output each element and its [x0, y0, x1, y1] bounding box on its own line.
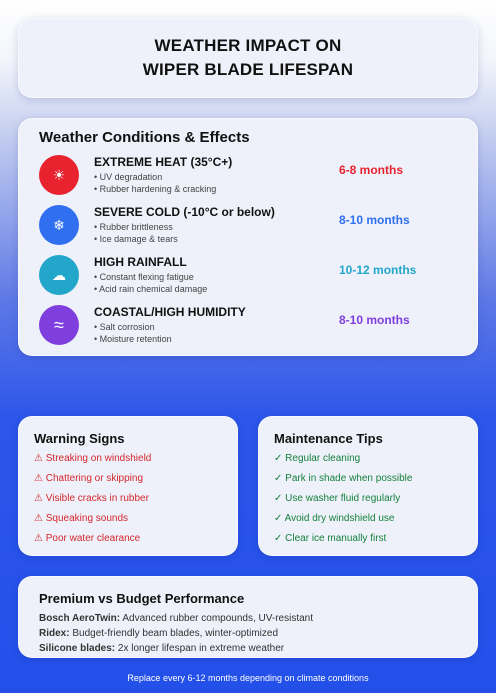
page-title-line-2: WIPER BLADE LIFESPAN: [142, 60, 354, 79]
maintenance-tips-card: [258, 416, 478, 556]
performance-text: Budget-friendly beam blades, winter-optimized: [69, 628, 278, 639]
maintenance-tips-heading: Maintenance Tips: [274, 431, 383, 446]
performance-label: Silicone blades:: [39, 643, 116, 654]
title-card: [18, 18, 478, 98]
tip-item: ✓ Regular cleaning: [274, 453, 361, 464]
warning-item: ⚠ Visible cracks in rubber: [34, 493, 149, 504]
performance-line: [39, 643, 284, 654]
tip-item: ✓ Park in shade when possible: [274, 473, 413, 484]
condition-bullet: • Acid rain chemical damage: [94, 284, 208, 294]
performance-text: Advanced rubber compounds, UV-resistant: [120, 613, 314, 624]
condition-lifespan: 8-10 months: [339, 313, 410, 327]
performance-line: [39, 628, 278, 639]
snowflake-icon: ❄: [39, 205, 79, 245]
warning-signs-card: [18, 416, 238, 556]
condition-bullet: • Constant flexing fatigue: [94, 272, 194, 282]
condition-bullet: • Rubber brittleness: [94, 222, 173, 232]
warning-item: ⚠ Poor water clearance: [34, 533, 141, 544]
condition-bullet: • Ice damage & tears: [94, 234, 178, 244]
warning-signs-heading: Warning Signs: [34, 431, 125, 446]
sun-icon: ☀: [39, 155, 79, 195]
condition-lifespan: 8-10 months: [339, 213, 410, 227]
condition-title: EXTREME HEAT (35°C+): [94, 155, 233, 169]
condition-title: HIGH RAINFALL: [94, 255, 187, 269]
condition-bullet: • Salt corrosion: [94, 322, 155, 332]
performance-line: [39, 613, 313, 624]
warning-item: ⚠ Streaking on windshield: [34, 453, 152, 464]
condition-title: COASTAL/HIGH HUMIDITY: [94, 305, 246, 319]
tip-item: ✓ Use washer fluid regularly: [274, 493, 401, 504]
condition-bullet: • Rubber hardening & cracking: [94, 184, 217, 194]
performance-card: [18, 576, 478, 658]
tip-item: ✓ Clear ice manually first: [274, 533, 387, 544]
warning-item: ⚠ Squeaking sounds: [34, 513, 129, 524]
condition-row-coastal: [39, 303, 469, 349]
conditions-card: [18, 118, 478, 356]
conditions-heading: Weather Conditions & Effects: [39, 129, 250, 146]
performance-label: Ridex:: [39, 628, 70, 639]
performance-label: Bosch AeroTwin:: [39, 613, 121, 624]
condition-bullet: • UV degradation: [94, 172, 163, 182]
page-title-line-1: WEATHER IMPACT ON: [154, 36, 342, 55]
performance-text: 2x longer lifespan in extreme weather: [115, 643, 285, 654]
condition-bullet: • Moisture retention: [94, 334, 172, 344]
warning-item: ⚠ Chattering or skipping: [34, 473, 144, 484]
condition-row-cold: [39, 203, 469, 249]
condition-lifespan: 6-8 months: [339, 163, 404, 177]
footer-note: Replace every 6-12 months depending on climate conditions: [127, 673, 369, 683]
performance-heading: Premium vs Budget Performance: [39, 591, 245, 606]
wave-icon: ≈: [39, 305, 79, 345]
condition-lifespan: 10-12 months: [339, 263, 417, 277]
condition-row-heat: [39, 153, 469, 199]
rain-cloud-icon: ☁: [39, 255, 79, 295]
condition-row-rain: [39, 253, 469, 299]
tip-item: ✓ Avoid dry windshield use: [274, 513, 395, 524]
condition-title: SEVERE COLD (-10°C or below): [94, 205, 275, 219]
